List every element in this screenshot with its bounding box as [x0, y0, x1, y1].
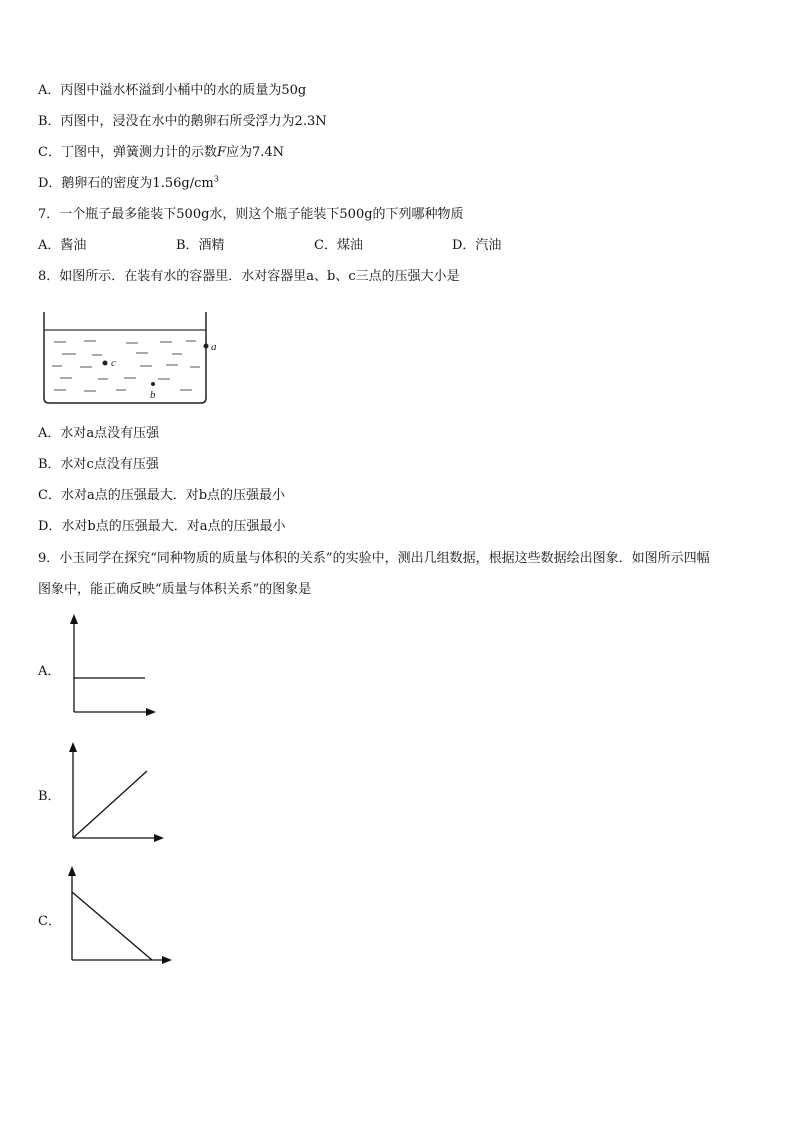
graph-b	[62, 738, 172, 848]
q7-option-a: A．酱油	[38, 238, 87, 253]
point-a-marker	[204, 344, 209, 349]
graph-c-curve	[72, 892, 152, 960]
q9-stem-line2: 图象中，能正确反映“质量与体积关系”的图象是	[38, 582, 312, 597]
graph-b-curve	[73, 771, 147, 838]
graph-a-label: A．	[38, 664, 61, 679]
graph-a-x-arrow	[146, 708, 156, 716]
q8-option-d: D．水对b点的压强最大．对a点的压强最小	[38, 519, 286, 534]
point-a-label: a	[211, 341, 217, 353]
q8-stem: 8．如图所示．在装有水的容器里．水对容器里a、b、c三点的压强大小是	[38, 269, 460, 284]
point-c-marker	[103, 361, 108, 366]
q6-option-d-sup: 3	[213, 174, 219, 184]
q8-option-b: B．水对c点没有压强	[38, 457, 159, 472]
graph-b-y-arrow	[69, 742, 77, 752]
point-b-marker	[151, 382, 155, 386]
q8-option-c: C．水对a点的压强最大．对b点的压强最小	[38, 488, 286, 503]
q6-option-c-suffix: 应为7.4N	[225, 145, 285, 160]
graph-c-y-arrow	[68, 866, 76, 876]
graph-a-y-arrow	[70, 614, 78, 624]
q6-option-d	[38, 175, 219, 193]
point-b-label: b	[150, 389, 156, 401]
q6-option-c-prefix: C．丁图中，弹簧测力计的示数	[38, 145, 217, 160]
q7-option-d: D．汽油	[452, 238, 502, 253]
q7-option-c: C．煤油	[314, 238, 363, 253]
q6-option-c-var: F	[216, 145, 226, 160]
q7-stem: 7．一个瓶子最多能装下500g水，则这个瓶子能装下500g的下列哪种物质	[38, 207, 464, 222]
point-c-label: c	[111, 357, 116, 369]
water-container-figure	[40, 308, 240, 408]
q6-option-c	[38, 144, 284, 162]
q6-option-d-prefix: D．鹅卵石的密度为1.56g/cm	[38, 176, 214, 191]
q7-option-b: B．酒精	[176, 238, 225, 253]
q6-option-a: A．丙图中溢水杯溢到小桶中的水的质量为50g	[38, 83, 307, 98]
water-hatching	[52, 341, 200, 391]
q8-option-a: A．水对a点没有压强	[38, 426, 160, 441]
graph-c-label: C．	[38, 914, 61, 929]
q7-options-row	[38, 237, 758, 255]
graph-b-label: B．	[38, 789, 61, 804]
graph-a	[64, 612, 164, 722]
graph-c	[62, 862, 178, 970]
container-outline	[44, 312, 206, 403]
q9-stem-line1: 9．小玉同学在探究“同种物质的质量与体积的关系”的实验中，测出几组数据，根据这些数据绘出图象．如图所示四幅	[38, 551, 710, 566]
graph-c-x-arrow	[162, 956, 172, 964]
q6-option-b: B．丙图中，浸没在水中的鹅卵石所受浮力为2.3N	[38, 114, 327, 129]
graph-b-x-arrow	[154, 834, 164, 842]
